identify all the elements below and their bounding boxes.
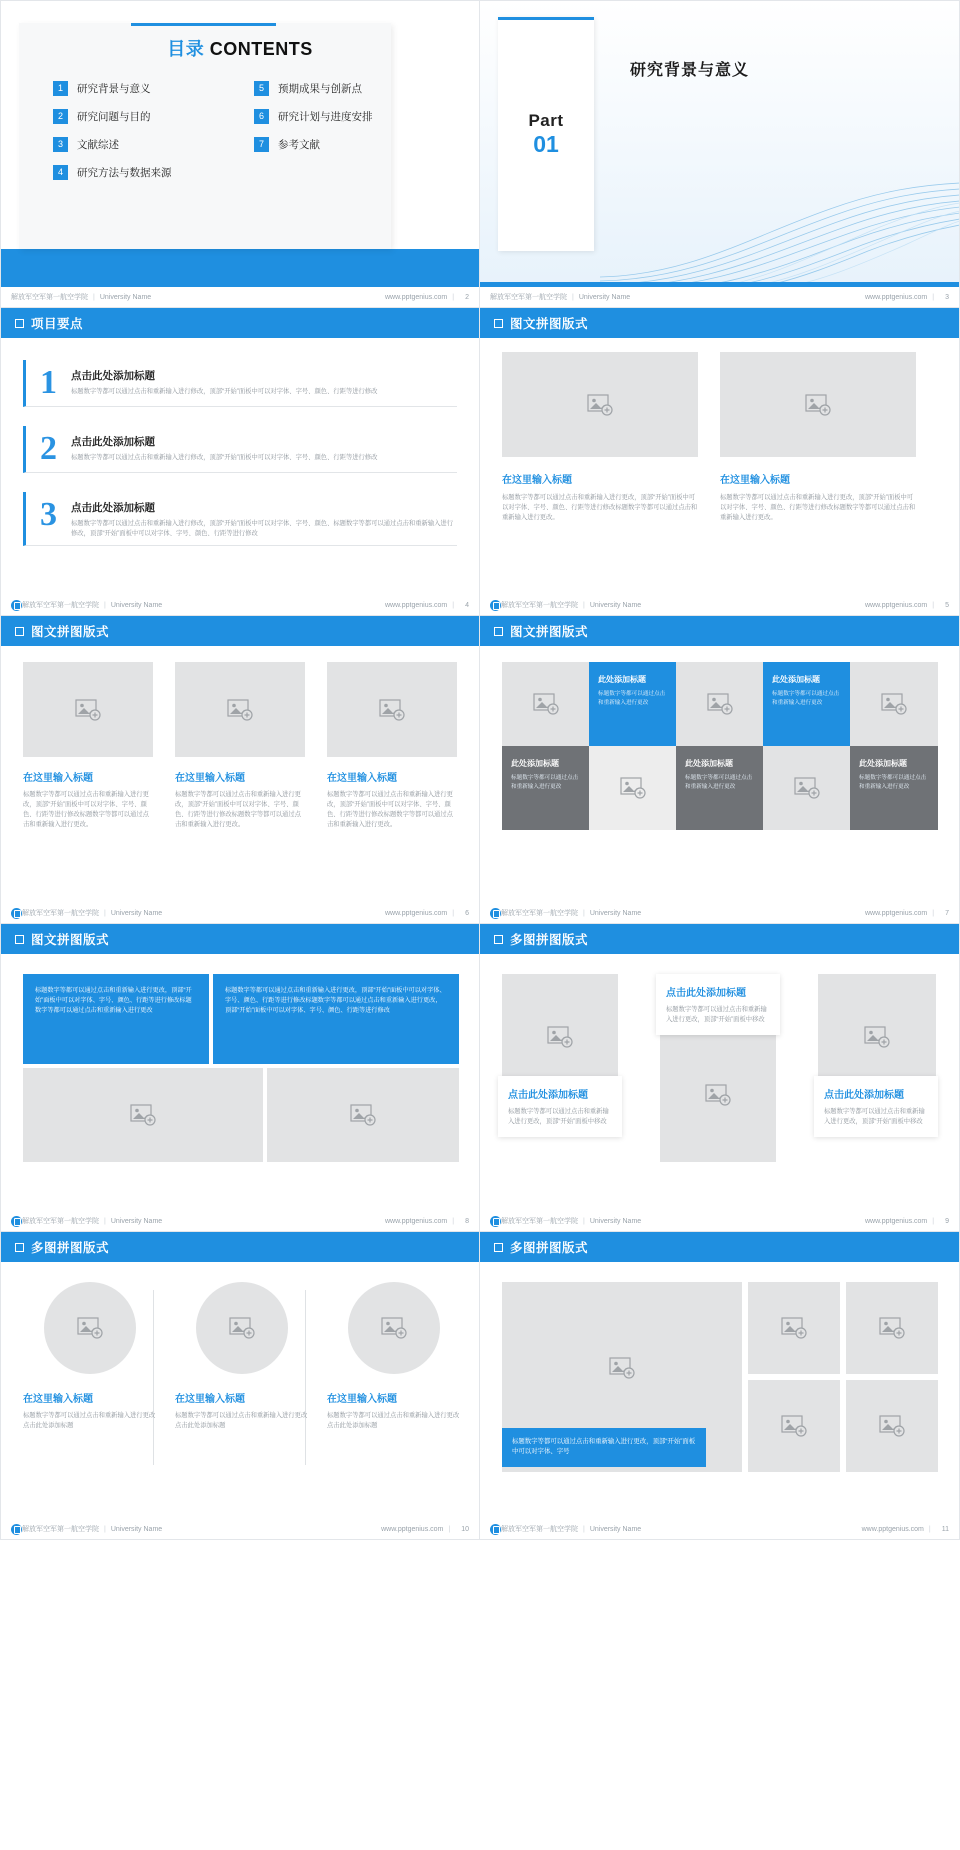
slide-three-column-media[interactable]: [0, 616, 480, 924]
slide-footer: [1, 1211, 479, 1231]
column-body: 标题数字等都可以通过点击和重新输入进行更改，顶部“开始”面板中可以对字体、字号、颜色、行距等进行修改标题数字等都可以通过点击和重新输入进行更改。: [720, 494, 916, 522]
image-placeholder-icon: [781, 1317, 807, 1339]
page-number: 7: [945, 909, 949, 917]
slide-two-column-media[interactable]: [480, 308, 960, 616]
footer-separator: |: [452, 601, 455, 609]
university-name: 解放军空军第一航空学院: [22, 910, 99, 917]
card-title: 点击此处添加标题: [508, 1090, 588, 1101]
mosaic-text-cell[interactable]: [589, 662, 676, 746]
university-name-en: University Name: [589, 909, 642, 917]
cell-body: 标题数字等都可以通过点击和重新输入进行更改: [685, 775, 753, 790]
image-placeholder-icon: [130, 1104, 156, 1126]
circle-column: [23, 1282, 157, 1431]
slide-header: [480, 1232, 959, 1262]
cell-title: 此处添加标题: [598, 675, 646, 684]
contents-column-left: [53, 81, 234, 193]
row-title: 点击此处添加标题: [71, 436, 155, 448]
slide-text-and-media[interactable]: [0, 924, 480, 1232]
university-name-en: University Name: [110, 1525, 163, 1533]
row-title: 点击此处添加标题: [71, 370, 155, 382]
contents-item[interactable]: [254, 137, 435, 152]
column-body: 标题数字等都可以通过点击和重新输入进行更改，顶部“开始”面板中可以对字体、字号、颜色、行距等进行修改标题数字等都可以通过点击和重新输入进行更改。: [502, 494, 698, 522]
image-placeholder[interactable]: [44, 1282, 136, 1374]
slide-header: [480, 308, 959, 338]
university-name: 解放军空军第一航空学院: [501, 910, 578, 917]
contents-item[interactable]: [53, 109, 234, 124]
circle-column: [175, 1282, 309, 1431]
footer-site: www.pptgenius.com: [865, 909, 928, 917]
university-logo-icon: [490, 600, 501, 611]
key-point-row[interactable]: [23, 492, 457, 546]
image-placeholder[interactable]: [267, 1068, 459, 1162]
header-title: 图文拼图版式: [510, 317, 589, 331]
image-placeholder-icon: [781, 1415, 807, 1437]
column-title: 在这里输入标题: [502, 475, 572, 486]
card-title: 点击此处添加标题: [666, 988, 746, 999]
page-number: 2: [465, 293, 469, 301]
footer-separator: |: [583, 909, 585, 917]
footer-separator: |: [452, 293, 455, 301]
item-label: 文献综述: [77, 139, 119, 151]
square-bullet-icon: [15, 627, 24, 636]
key-point-row[interactable]: [23, 426, 457, 473]
hero-caption[interactable]: [502, 1428, 706, 1467]
page-number: 3: [945, 293, 949, 301]
item-number: 3: [53, 137, 68, 152]
column-title: 在这里输入标题: [720, 475, 790, 486]
slide-card-collage[interactable]: [480, 924, 960, 1232]
footer-site: www.pptgenius.com: [385, 293, 448, 301]
university-name-en: University Name: [110, 601, 163, 609]
row-number: 2: [40, 430, 57, 467]
footer-separator: |: [932, 909, 935, 917]
slide-hero-grid[interactable]: [480, 1232, 960, 1540]
column-title: 在这里输入标题: [175, 1394, 245, 1405]
university-logo-icon: [11, 600, 22, 611]
square-bullet-icon: [494, 1243, 503, 1252]
slide-footer: [1, 287, 479, 307]
image-placeholder[interactable]: [660, 1028, 776, 1162]
image-placeholder-icon: [620, 777, 646, 799]
text-block[interactable]: [23, 974, 209, 1064]
contents-item[interactable]: [254, 81, 435, 96]
image-placeholder-icon: [609, 1357, 635, 1379]
card-body: 标题数字等都可以通过点击和重新输入进行更改，顶部“开始”面板中移改: [666, 1006, 767, 1024]
footer-site: www.pptgenius.com: [865, 601, 928, 609]
media-column: [502, 352, 698, 523]
university-name: 解放军空军第一航空学院: [501, 602, 578, 609]
slide-header: [480, 616, 959, 646]
column-body: 标题数字等都可以通过点击和重新输入进行更改 点击此处添加标题: [327, 1412, 460, 1430]
university-name: 解放军空军第一航空学院: [501, 1526, 578, 1533]
university-name-en: University Name: [578, 293, 631, 301]
slide-key-points[interactable]: [0, 308, 480, 616]
header-title: 多图拼图版式: [510, 933, 589, 947]
university-name-en: University Name: [110, 1217, 163, 1225]
slide-mosaic[interactable]: [480, 616, 960, 924]
footer-separator: |: [932, 293, 935, 301]
cell-body: 标题数字等都可以通过点击和重新输入进行更改: [598, 691, 666, 706]
contents-item[interactable]: [53, 165, 234, 180]
university-name-en: University Name: [589, 601, 642, 609]
square-bullet-icon: [494, 627, 503, 636]
footer-separator: |: [104, 1525, 106, 1533]
footer-site: www.pptgenius.com: [381, 1525, 444, 1533]
image-placeholder-icon: [587, 394, 613, 416]
card-title: 点击此处添加标题: [824, 1090, 904, 1101]
column-body: 标题数字等都可以通过点击和重新输入进行更改 点击此处添加标题: [23, 1412, 156, 1430]
item-label: 预期成果与创新点: [278, 83, 362, 95]
image-placeholder-icon: [381, 1317, 407, 1339]
slide-header: [480, 924, 959, 954]
item-number: 7: [254, 137, 269, 152]
image-placeholder-icon: [77, 1317, 103, 1339]
card-body: 标题数字等都可以通过点击和重新输入进行更改，顶部“开始”面板中移改: [508, 1108, 609, 1126]
contents-item[interactable]: [53, 81, 234, 96]
item-number: 2: [53, 109, 68, 124]
blue-bottom-band: [1, 249, 479, 287]
cell-title: 此处添加标题: [685, 759, 733, 768]
row-number: 3: [40, 496, 57, 533]
image-placeholder[interactable]: [175, 662, 305, 757]
university-name-en: University Name: [110, 909, 163, 917]
item-label: 研究计划与进度安排: [278, 111, 373, 123]
page-number: 10: [461, 1525, 469, 1533]
media-column: [23, 662, 153, 830]
footer-site: www.pptgenius.com: [865, 1217, 928, 1225]
footer-separator: |: [583, 1525, 585, 1533]
header-title: 多图拼图版式: [510, 1241, 589, 1255]
item-label: 研究方法与数据来源: [77, 167, 172, 179]
slide-footer: [480, 287, 959, 307]
university-logo-icon: [11, 1216, 22, 1227]
university-name: 解放军空军第一航空学院: [11, 294, 88, 301]
column-title: 在这里输入标题: [327, 773, 397, 784]
image-placeholder-icon: [864, 1026, 890, 1048]
column-title: 在这里输入标题: [327, 1394, 397, 1405]
image-placeholder[interactable]: [327, 662, 457, 757]
footer-site: www.pptgenius.com: [861, 1525, 924, 1533]
footer-site: www.pptgenius.com: [385, 1217, 448, 1225]
image-placeholder[interactable]: [589, 746, 676, 830]
part-panel: [498, 17, 594, 251]
cell-body: 标题数字等都可以通过点击和重新输入进行更改: [859, 775, 927, 790]
page-number: 11: [941, 1525, 949, 1533]
image-placeholder[interactable]: [846, 1282, 938, 1374]
page-number: 9: [945, 1217, 949, 1225]
header-title: 图文拼图版式: [31, 625, 110, 639]
title-cn: 目录: [167, 39, 205, 59]
text-block-body: 标题数字等都可以通过点击和重新输入进行更改，顶部“开始”面板中可以对字体、字号、颜色、行距等进行修改标题数字等都可以通过点击和重新输入进行更改: [35, 987, 192, 1015]
item-number: 6: [254, 109, 269, 124]
contents-item[interactable]: [254, 109, 435, 124]
university-logo-icon: [490, 1216, 501, 1227]
image-placeholder[interactable]: [196, 1282, 288, 1374]
circle-column: [327, 1282, 461, 1431]
footer-separator: |: [448, 1525, 451, 1533]
image-placeholder[interactable]: [720, 352, 916, 457]
square-bullet-icon: [15, 1243, 24, 1252]
contents-item[interactable]: [53, 137, 234, 152]
university-name: 解放军空军第一航空学院: [501, 1218, 578, 1225]
text-block[interactable]: [213, 974, 459, 1064]
university-logo-icon: [11, 1524, 22, 1535]
image-placeholder[interactable]: [502, 352, 698, 457]
column-title: 在这里输入标题: [175, 773, 245, 784]
slide-footer: [480, 1211, 959, 1231]
mosaic-row: [502, 662, 938, 746]
page-number: 5: [945, 601, 949, 609]
slide-header: [1, 308, 479, 338]
slide-header: [1, 924, 479, 954]
image-placeholder-icon: [533, 693, 559, 715]
page-number: 8: [465, 1217, 469, 1225]
hero-caption-body: 标题数字等都可以通过点击和重新输入进行更改，顶部“开始”面板中可以对字体、字号: [512, 1438, 696, 1456]
column-body: 标题数字等都可以通过点击和重新输入进行更改，顶部“开始”面板中可以对字体、字号、颜色、行距等进行修改标题数字等都可以通过点击和重新输入进行更改。: [327, 791, 453, 829]
contents-columns: [53, 81, 435, 193]
university-name-en: University Name: [589, 1525, 642, 1533]
mosaic-grid: [502, 662, 938, 830]
footer-separator: |: [452, 909, 455, 917]
mosaic-text-cell[interactable]: [850, 746, 938, 830]
image-placeholder[interactable]: [23, 662, 153, 757]
image-placeholder-icon: [229, 1317, 255, 1339]
square-bullet-icon: [494, 935, 503, 944]
cell-body: 标题数字等都可以通过点击和重新输入进行更改: [772, 691, 840, 706]
column-body: 标题数字等都可以通过点击和重新输入进行更改，顶部“开始”面板中可以对字体、字号、颜色、行距等进行修改标题数字等都可以通过点击和重新输入进行更改。: [175, 791, 301, 829]
slide-footer: [1, 1519, 479, 1539]
page-title: [1, 35, 479, 61]
image-placeholder[interactable]: [23, 1068, 263, 1162]
image-placeholder[interactable]: [348, 1282, 440, 1374]
mosaic-text-cell[interactable]: [676, 746, 763, 830]
image-placeholder-icon: [227, 699, 253, 721]
square-bullet-icon: [15, 935, 24, 944]
item-label: 研究背景与意义: [77, 83, 151, 95]
info-card[interactable]: [656, 974, 780, 1035]
image-placeholder-icon: [879, 1317, 905, 1339]
page-number: 4: [465, 601, 469, 609]
slide-footer: [1, 595, 479, 615]
column-body: 标题数字等都可以通过点击和重新输入进行更改 点击此处添加标题: [175, 1412, 308, 1430]
cell-title: 此处添加标题: [511, 759, 559, 768]
image-placeholder[interactable]: [748, 1380, 840, 1472]
footer-site: www.pptgenius.com: [385, 909, 448, 917]
title-en: CONTENTS: [209, 39, 313, 59]
footer-university: [11, 292, 88, 302]
footer-separator: |: [104, 601, 106, 609]
media-column: [175, 662, 305, 830]
university-name: 解放军空军第一航空学院: [490, 294, 567, 301]
footer-separator: |: [572, 293, 574, 301]
footer-site: www.pptgenius.com: [385, 601, 448, 609]
image-placeholder-icon: [75, 699, 101, 721]
header-title: 图文拼图版式: [510, 625, 589, 639]
university-logo-icon: [490, 908, 501, 919]
footer-separator: |: [928, 1525, 931, 1533]
university-name-en: University Name: [589, 1217, 642, 1225]
media-column: [720, 352, 916, 523]
university-name: 解放军空军第一航空学院: [22, 602, 99, 609]
image-placeholder-icon: [794, 777, 820, 799]
image-placeholder-icon: [879, 1415, 905, 1437]
row-body: 标题数字等都可以通过点击和重新输入进行修改，顶部“开始”面板中可以对字体、字号、颜色、行距等进行修改: [71, 454, 378, 461]
part-number: 01: [533, 130, 559, 157]
slide-footer: [480, 1519, 959, 1539]
info-card[interactable]: [498, 1076, 622, 1137]
wave-decoration: [600, 157, 960, 287]
row-body: 标题数字等都可以通过点击和重新输入进行修改，顶部“开始”面板中可以对字体、字号、颜色、行距等进行修改: [71, 388, 378, 395]
item-number: 5: [254, 81, 269, 96]
slide-contents[interactable]: [0, 0, 480, 308]
footer-separator: |: [104, 1217, 106, 1225]
item-number: 1: [53, 81, 68, 96]
row-body: 标题数字等都可以通过点击和重新输入进行修改，顶部“开始”面板中可以对字体、字号、颜色、标题数字等都可以通过点击和重新输入进行修改，顶部“开始”面板中可以对字体、字号、颜色、行距等进行修改: [71, 520, 454, 537]
text-block-body: 标题数字等都可以通过点击和重新输入进行更改，顶部“开始”面板中可以对字体、字号、颜色、行距等进行修改标题数字等都可以通过点击和重新输入进行更改，顶部“开始”面板中可以对字体、字号、颜色、行距等进行修改: [225, 987, 446, 1015]
item-label: 研究问题与目的: [77, 111, 151, 123]
image-placeholder-icon: [881, 693, 907, 715]
image-placeholder[interactable]: [763, 746, 850, 830]
slide-circle-columns[interactable]: [0, 1232, 480, 1540]
footer-separator: |: [583, 1217, 585, 1225]
image-placeholder-icon: [705, 1084, 731, 1106]
header-title: 项目要点: [31, 317, 84, 331]
item-number: 4: [53, 165, 68, 180]
footer-separator: |: [932, 601, 935, 609]
slide-footer: [480, 595, 959, 615]
row-title: 点击此处添加标题: [71, 502, 155, 514]
header-title: 多图拼图版式: [31, 1241, 110, 1255]
title-underline: [131, 23, 276, 26]
row-number: 1: [40, 364, 57, 401]
contents-column-right: [254, 81, 435, 193]
header-title: 图文拼图版式: [31, 933, 110, 947]
media-column: [327, 662, 457, 830]
page-number: 6: [465, 909, 469, 917]
image-placeholder[interactable]: [748, 1282, 840, 1374]
image-placeholder[interactable]: [502, 662, 589, 746]
slide-footer: [480, 903, 959, 923]
footer-separator: |: [932, 1217, 935, 1225]
mosaic-row: [502, 746, 938, 830]
column-title: 在这里输入标题: [23, 773, 93, 784]
column-title: 在这里输入标题: [23, 1394, 93, 1405]
slide-header: [1, 616, 479, 646]
mosaic-text-cell[interactable]: [502, 746, 589, 830]
info-card[interactable]: [814, 1076, 938, 1137]
image-placeholder-icon: [805, 394, 831, 416]
square-bullet-icon: [494, 319, 503, 328]
part-label: Part: [528, 110, 564, 130]
university-name: 解放军空军第一航空学院: [22, 1218, 99, 1225]
slide-header: [1, 1232, 479, 1262]
section-heading: 研究背景与意义: [630, 62, 750, 79]
square-bullet-icon: [15, 319, 24, 328]
cell-body: 标题数字等都可以通过点击和重新输入进行更改: [511, 775, 579, 790]
cell-title: 此处添加标题: [859, 759, 907, 768]
image-placeholder[interactable]: [850, 662, 938, 746]
image-placeholder[interactable]: [676, 662, 763, 746]
university-logo-icon: [490, 1524, 501, 1535]
slide-section-cover[interactable]: [480, 0, 960, 308]
item-label: 参考文献: [278, 139, 320, 151]
footer-separator: |: [104, 909, 106, 917]
key-point-row[interactable]: [23, 360, 457, 407]
university-name-en: University Name: [99, 293, 152, 301]
image-placeholder-icon: [707, 693, 733, 715]
cell-title: 此处添加标题: [772, 675, 820, 684]
slide-footer: [1, 903, 479, 923]
image-placeholder-icon: [547, 1026, 573, 1048]
column-body: 标题数字等都可以通过点击和重新输入进行更改，顶部“开始”面板中可以对字体、字号、颜色、行距等进行修改标题数字等都可以通过点击和重新输入进行更改。: [23, 791, 149, 829]
footer-separator: |: [452, 1217, 455, 1225]
footer-site: www.pptgenius.com: [865, 293, 928, 301]
image-placeholder-icon: [379, 699, 405, 721]
university-logo-icon: [11, 908, 22, 919]
card-body: 标题数字等都可以通过点击和重新输入进行更改，顶部“开始”面板中移改: [824, 1108, 925, 1126]
panel-top-accent: [498, 17, 594, 20]
university-name: 解放军空军第一航空学院: [22, 1526, 99, 1533]
footer-separator: |: [93, 293, 95, 301]
mosaic-text-cell[interactable]: [763, 662, 850, 746]
footer-separator: |: [583, 601, 585, 609]
image-placeholder[interactable]: [846, 1380, 938, 1472]
image-placeholder-icon: [350, 1104, 376, 1126]
